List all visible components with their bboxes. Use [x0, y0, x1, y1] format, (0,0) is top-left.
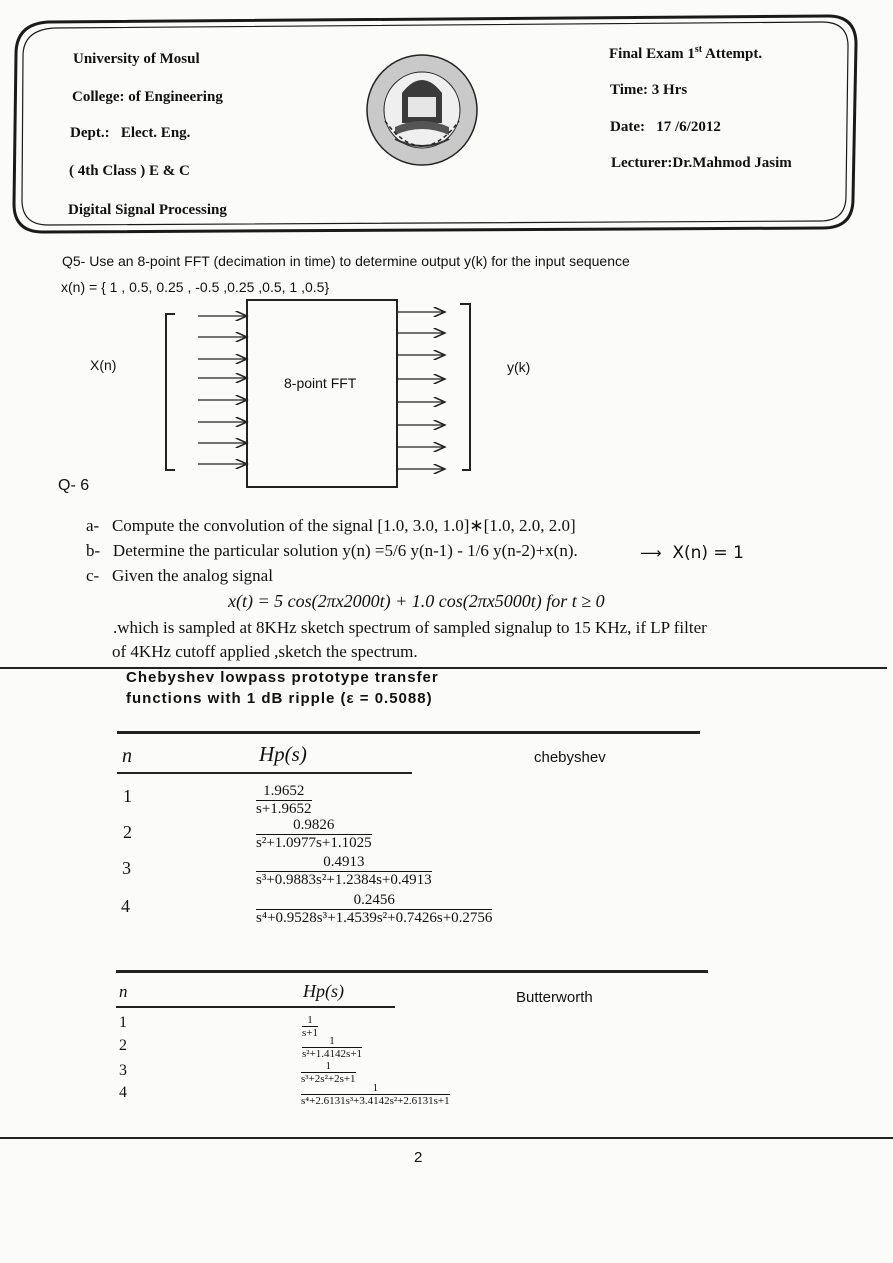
exam-title: Final Exam 1st Attempt.	[609, 44, 763, 62]
butterworth-row-h: $\frac{1}{\text{s³+2s²+2s+1}}$	[301, 1060, 356, 1085]
dept-label: Dept.:	[70, 125, 110, 141]
fft-block-diagram	[150, 292, 490, 497]
butterworth-row-h: $\frac{1}{\text{s⁴+2.6131s³+3.4142s²+2.6131s+1}}$	[301, 1082, 450, 1107]
analog-signal-equation: x(t) = 5 cos(2πx2000t) + 1.0 cos(2πx5000t) for t ≥ 0	[228, 591, 605, 611]
q6-item-b: b- Determine the particular solution y(n) =5/6 y(n-1) - 1/6 y(n-2)+x(n).	[86, 541, 578, 560]
page-number: 2	[414, 1149, 423, 1166]
fft-box-label: 8-point FFT	[284, 375, 357, 391]
q6-item-a: a- Compute the convolution of the signal [1.0, 3.0, 1.0]∗[1.0, 2.0, 2.0]	[86, 516, 576, 535]
q6-number: Q- 6	[58, 477, 90, 494]
chebyshev-col-h: Hp(s)	[259, 742, 307, 766]
chebyshev-label: chebyshev	[534, 749, 606, 766]
footer-divider	[0, 1137, 893, 1139]
butterworth-row-n: 2	[119, 1037, 127, 1054]
butterworth-row-n: 3	[119, 1062, 127, 1079]
dept-value: Elect. Eng.	[120, 125, 191, 141]
butterworth-row-n: 4	[119, 1084, 127, 1101]
chebyshev-row-h: $\frac{0.2456}{\text{s⁴+0.9528s³+1.4539s²+0.7426s+0.2756}}$	[256, 892, 493, 926]
chebyshev-top-rule	[117, 731, 700, 734]
university-name: University of Mosul	[73, 51, 200, 67]
chebyshev-row-n: 1	[123, 786, 132, 806]
butterworth-row-h: $\frac{1}{s+1}$	[302, 1014, 318, 1039]
fft-output-label: y(k)	[507, 359, 531, 375]
course-name: Digital Signal Processing	[68, 202, 227, 218]
university-seal-logo	[365, 53, 479, 167]
lecturer-name: Lecturer:Dr.Mahmod Jasim	[611, 155, 792, 171]
class-line: ( 4th Class ) E & C	[69, 163, 190, 179]
chebyshev-row-n: 2	[123, 822, 132, 842]
chebyshev-row-n: 4	[121, 896, 130, 916]
chebyshev-title-line2: functions with 1 dB ripple (ε = 0.5088)	[126, 690, 433, 707]
q5-statement: Q5- Use an 8-point FFT (decimation in time) to determine output y(k) for the input sequence	[62, 253, 630, 269]
butterworth-label: Butterworth	[516, 989, 593, 1006]
chebyshev-row-h: $\frac{0.9826}{\text{s²+1.0977s+1.1025}}$	[256, 817, 372, 851]
chebyshev-row-h: $\frac{1.9652}{s+1.9652}$	[256, 783, 312, 817]
fft-input-label: X(n)	[90, 357, 117, 373]
q6-description-line2: of 4KHz cutoff applied ,sketch the spectrum.	[112, 642, 418, 661]
butterworth-row-n: 1	[119, 1014, 127, 1031]
q5-sequence: x(n) = { 1 , 0.5, 0.25 , -0.5 ,0.25 ,0.5, 1 ,0.5}	[61, 279, 330, 295]
handwritten-arrow-note: ⟶ X(n) = 1	[640, 543, 744, 563]
q6-item-c: c- Given the analog signal	[86, 566, 273, 585]
chebyshev-header-rule	[117, 772, 412, 774]
butterworth-col-h: Hp(s)	[303, 981, 344, 1001]
butterworth-top-rule	[116, 970, 708, 973]
butterworth-row-h: $\frac{1}{\text{s²+1.4142s+1}}$	[302, 1035, 363, 1060]
chebyshev-row-n: 3	[122, 858, 131, 878]
department	[70, 125, 190, 142]
exam-date: Date: 17 /6/2012	[610, 119, 721, 135]
college-name: College: of Engineering	[72, 89, 223, 105]
chebyshev-title-line1: Chebyshev lowpass prototype transfer	[126, 669, 439, 686]
chebyshev-row-h: $\frac{0.4913}{\text{s³+0.9883s²+1.2384s+0.4913}}$	[256, 854, 432, 888]
butterworth-header-rule	[116, 1006, 395, 1008]
butterworth-col-n: n	[119, 982, 128, 1001]
chebyshev-col-n: n	[122, 745, 132, 767]
q6-description-line1: .which is sampled at 8KHz sketch spectrum of sampled signalup to 15 KHz, if LP filter	[113, 618, 707, 637]
exam-time: Time: 3 Hrs	[610, 82, 688, 98]
